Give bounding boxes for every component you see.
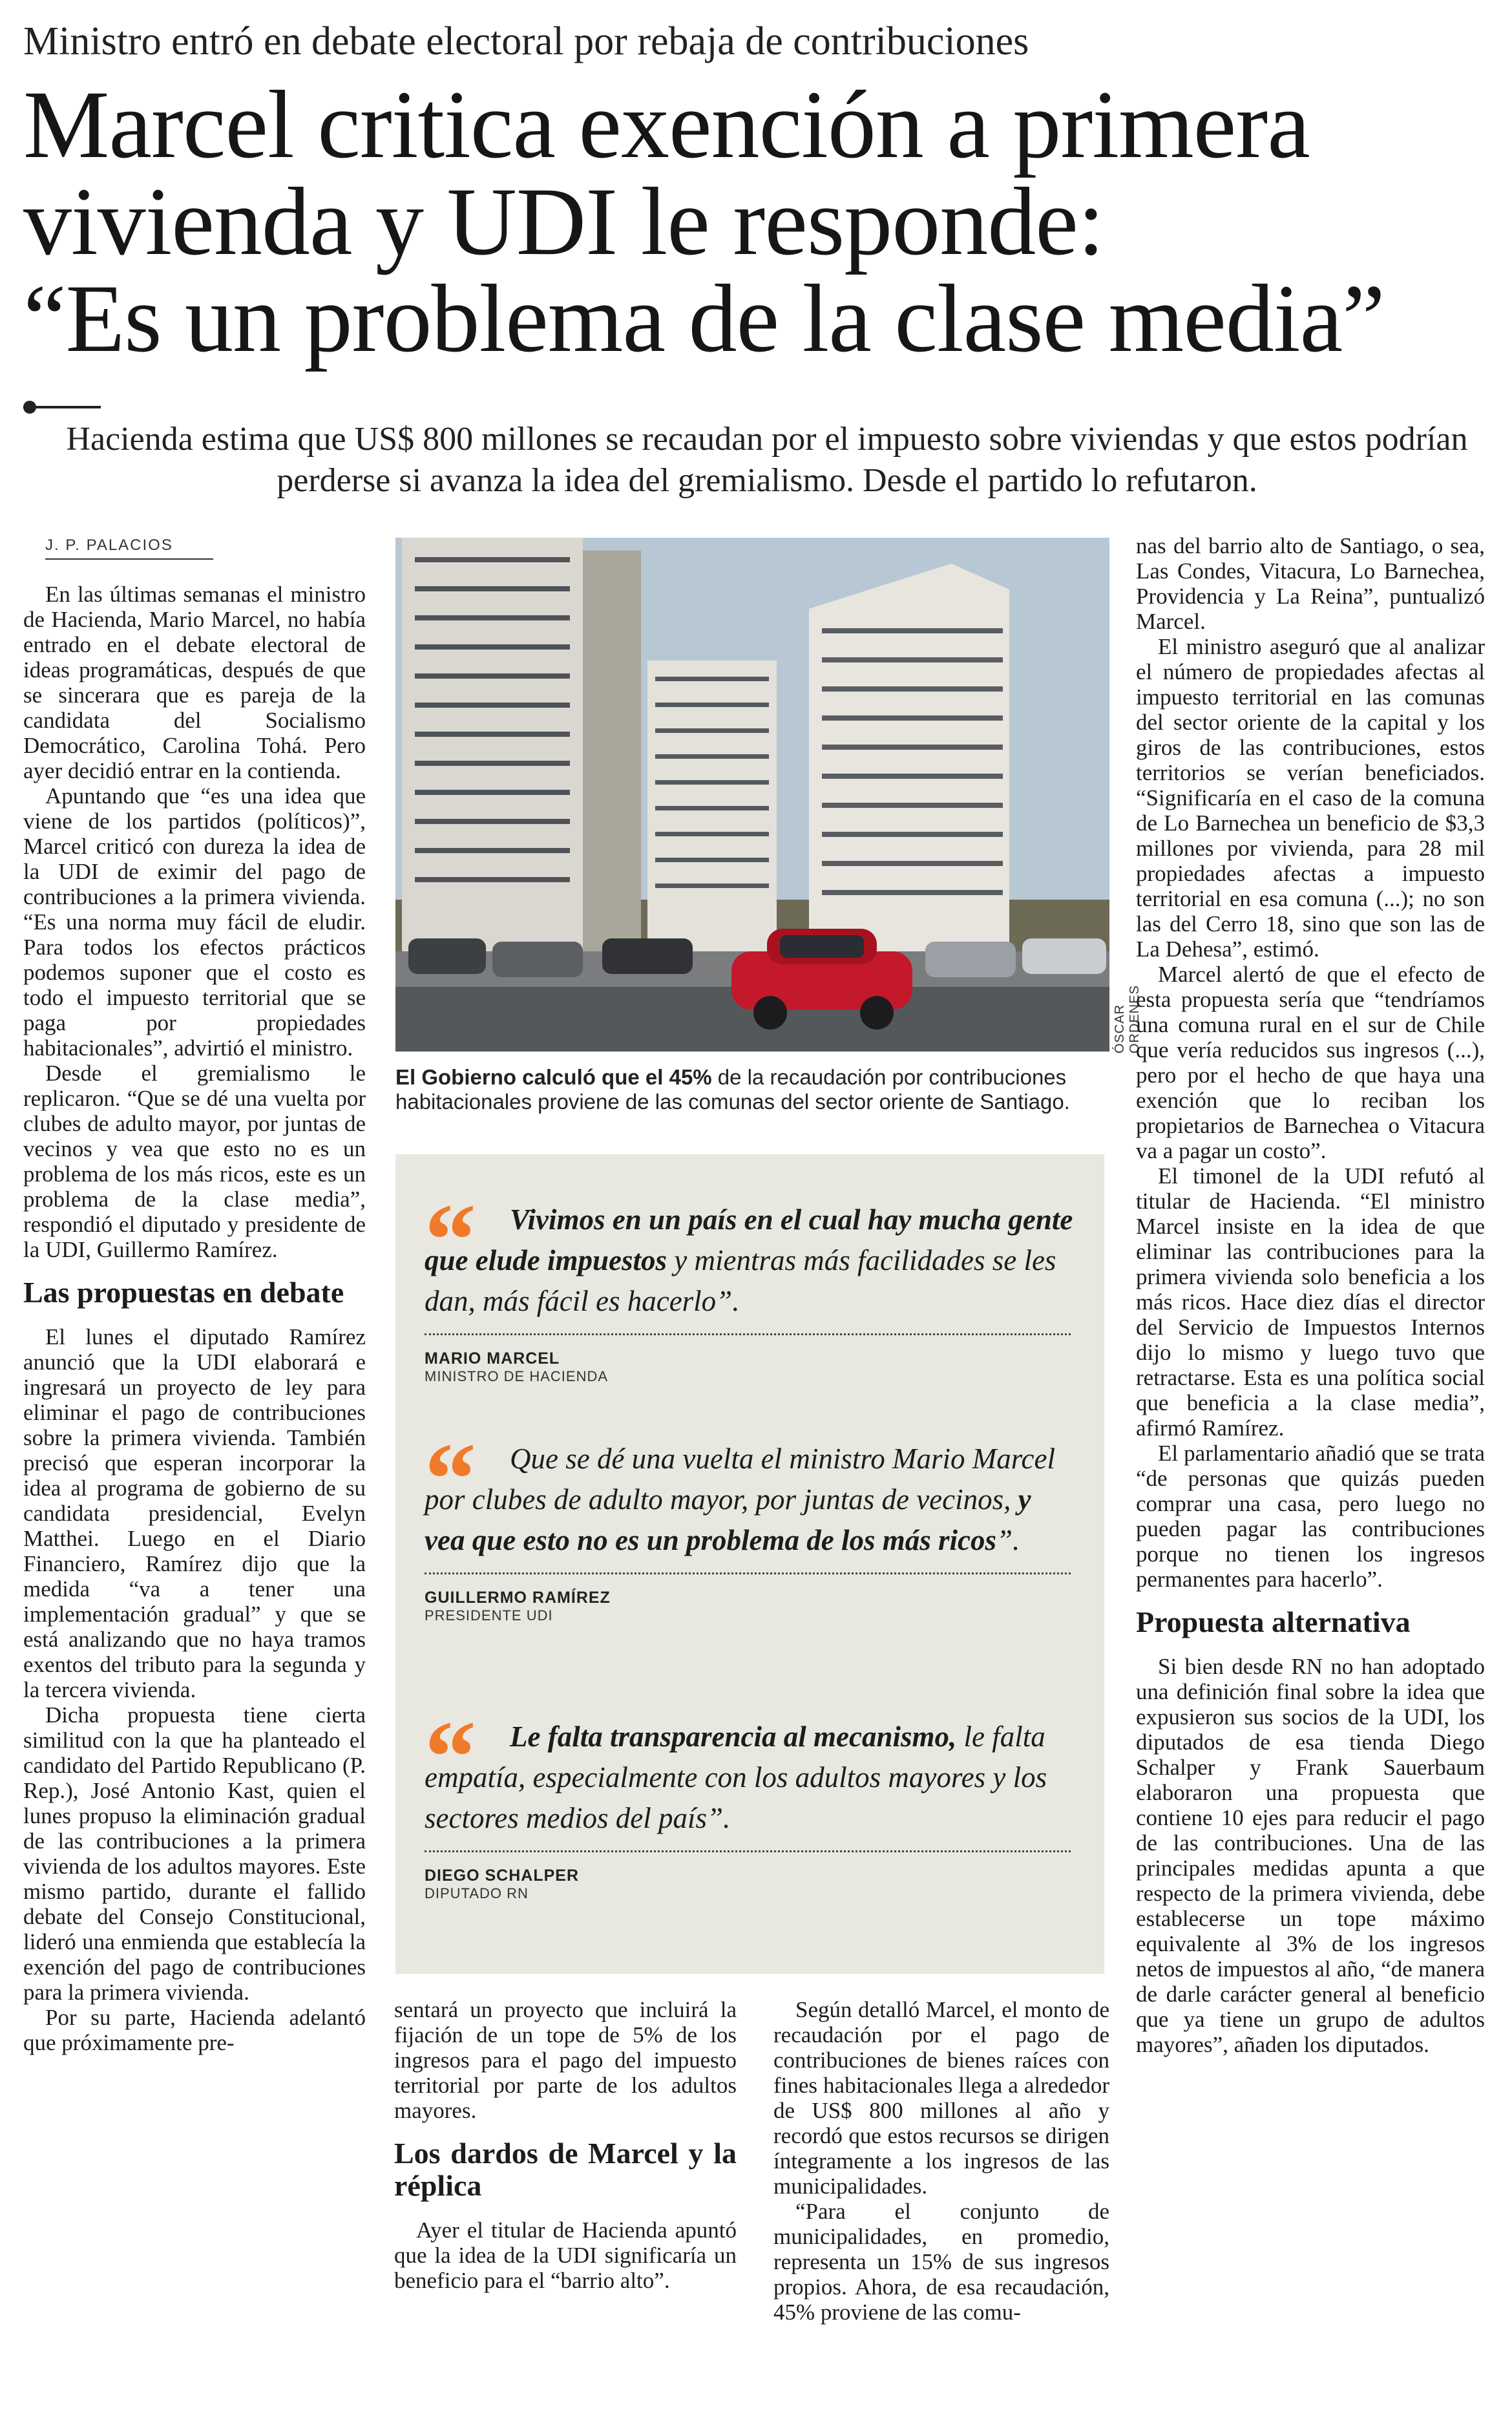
photo-caption [395,1065,1113,1114]
paragraph: Si bien desde RN no han adoptado una definición final sobre la idea que expusieron sus socios de la UDI, los diputados de esa tienda Diego Schalper y Frank Sauerbaum elaboraron una propuesta que contiene 10 ejes para reducir el pago de las contribuciones. Una de las principales medidas apunta a que respecto de la primera vivienda, debe establecerse un tope máximo equivalente al 3% de los ingresos netos de impuestos al año, “de manera de darle carácter general al beneficio que ya tiene un grupo de adultos mayores”, añaden los diputados. [1136,1654,1485,2057]
paragraph: Ayer el titular de Hacienda apuntó que la idea de la UDI significaría un beneficio para el “barrio alto”. [394,2217,737,2293]
bullet-dot [23,401,36,414]
dotted-rule [425,1572,1071,1574]
column-4 [1136,533,1485,2057]
quote-author: MARIO MARCEL [425,1349,560,1368]
photo-credit: ÓSCAR ORDENES [1113,985,1142,1053]
column-2 [394,1997,737,2293]
paragraph: Por su parte, Hacienda adelantó que próximamente pre- [23,2005,366,2055]
quote-box [395,1154,1104,1974]
kicker: Ministro entró en debate electoral por rebaja de contribuciones [23,19,1029,63]
paragraph: Marcel alertó de que el efecto de esta propuesta sería que “tendríamos una comuna rural en el sur de Chile que vería reducidos sus ingresos (...), pero por el hecho de que haya una exención que lo reciban los propietarios de Barnechea o Vitacura va a pagar un costo”. [1136,962,1485,1163]
paragraph: Apuntando que “es una idea que viene de los partidos (políticos)”, Marcel criticó con dureza la idea de la UDI de eximir del pago de contribuciones a la primera vivienda. “Es una norma muy fácil de eludir. Para todos los efectos prácticos podemos suponer que el costo es todo el impuesto territorial que se paga por propiedades habitacionales”, advirtió el ministro. [23,783,366,1061]
quote-mark-icon: “ [425,1182,476,1297]
quote-mark-icon: “ [425,1421,476,1536]
column-3 [773,1997,1109,2325]
quote-schalper [425,1699,1077,1902]
subhead: Las propuestas en debate [23,1276,344,1309]
byline: J. P. PALACIOS [45,536,213,560]
caption-text: de la recaudación por contribuciones habitacionales proviene de las comunas del sector oriente de Santiago. [395,1065,1070,1114]
paragraph: Según detalló Marcel, el monto de recaudación por el pago de contribuciones de bienes raíces con fines habitacionales llega a alrededor de US$ 800 millones al año y recordó que estos recursos se dirigen íntegramente a los ingresos de las municipalidades. [773,1997,1109,2199]
headline [23,71,1496,372]
paragraph: El timonel de la UDI refutó al titular de Hacienda. “El ministro Marcel insiste en la idea de que eliminar las contribuciones para la primera vivienda solo beneficia a los más ricos. Hace diez días el director del Servicio de Impuestos Internos dijo lo mismo y luego tuvo que retractarse. Esta es una política social que beneficia a la clase media”, afirmó Ramírez. [1136,1163,1485,1441]
paragraph: sentará un proyecto que incluirá la fijación de un tope de 5% de los ingresos para el pago del impuesto territorial por parte de los adultos mayores. [394,1997,737,2123]
quote-ramirez [425,1421,1077,1624]
quote-text: Vivimos en un país en el cual hay mucha gente que elude impuestos y mientras más facilidades se les dan, más fácil es hacerlo”. [425,1203,1073,1317]
quote-author-role: MINISTRO DE HACIENDA [425,1368,609,1384]
quote-author-role: PRESIDENTE UDI [425,1607,553,1624]
deck: Hacienda estima que US$ 800 millones se recaudan por el impuesto sobre viviendas y que estos podrían perderse si avanza la idea del gremialismo. Desde el partido lo refutaron. [66,421,1468,499]
quote-text: Le falta transparencia al mecanismo, le falta empatía, especialmente con los adultos mayores y los sectores medios del país”. [425,1720,1047,1834]
quote-author: GUILLERMO RAMÍREZ [425,1589,611,1607]
quote-text: Que se dé una vuelta el ministro Mario Marcel por clubes de adulto mayor, por juntas de vecinos, y vea que esto no es un problema de los más ricos”. [425,1443,1055,1556]
paragraph: “Para el conjunto de municipalidades, en promedio, representa un 15% de sus ingresos propios. Ahora, de esa recaudación, 45% proviene de las comu- [773,2199,1109,2325]
column-1 [23,582,366,2055]
quote-mark-icon: “ [425,1699,476,1814]
quote-author: DIEGO SCHALPER [425,1867,580,1885]
photo-buildings [395,538,1109,1052]
quote-marcel [425,1182,1077,1385]
dotted-rule [425,1333,1071,1335]
paragraph: El ministro aseguró que al analizar el número de propiedades afectas al impuesto territorial en las comunas del sector oriente de la capital y los giros de las contribuciones, estos territorios se verían beneficiados. “Significaría en el caso de la comuna de Lo Barnechea un beneficio de $3,3 millones por vivienda, para 28 mil propiedades afectas a impuesto territorial en esa comuna (...); no son las del Cerro 18, sino que son las de La Dehesa”, estimó. [1136,634,1485,962]
subhead: Propuesta alternativa [1136,1605,1411,1638]
paragraph: En las últimas semanas el ministro de Hacienda, Mario Marcel, no había entrado en el debate electoral de ideas programáticas, después de que se sincerara que es pareja de la candidata del Socialismo Democrático, Carolina Tohá. Pero ayer decidió entrar en la contienda. [23,582,366,783]
headline-line: “Es un problema de la clase media” [23,265,1385,372]
paragraph: nas del barrio alto de Santiago, o sea, Las Condes, Vitacura, Lo Barnechea, Providencia y La Reina”, puntualizó Marcel. [1136,533,1485,634]
caption-bold: El Gobierno calculó que el 45% [395,1065,712,1089]
headline-line: vivienda y UDI le responde: [23,168,1104,275]
paragraph: Desde el gremialismo le replicaron. “Que se dé una vuelta por clubes de adulto mayor, por juntas de vecinos y vea que esto no es un problema de los más ricos, este es un problema de la clase media”, respondió el diputado y presidente de la UDI, Guillermo Ramírez. [23,1061,366,1262]
quote-author-role: DIPUTADO RN [425,1885,529,1901]
headline-line: Marcel critica exención a primera [23,71,1310,178]
dotted-rule [425,1850,1071,1852]
paragraph: El parlamentario añadió que se trata “de personas que quizás pueden comprar una casa, pero luego no pueden pagar las contribuciones porque no tienen los ingresos permanentes para hacerlo”. [1136,1441,1485,1592]
paragraph: Dicha propuesta tiene cierta similitud con la que ha planteado el candidato del Partido Republicano (P. Rep.), José Antonio Kast, quien el lunes propuso la eliminación gradual de las contribuciones a la primera vivienda de los adultos mayores. Este mismo partido, durante el fallido debate del Consejo Constitucional, lideró una enmienda que establecía la exención del pago de contribuciones para la primera vivienda. [23,1702,366,2005]
paragraph: El lunes el diputado Ramírez anunció que la UDI elaborará e ingresará un proyecto de ley para eliminar el pago de contribuciones sobre la primera vivienda. También precisó que esperan incorporar la idea al programa de gobierno de su candidata presidencial, Evelyn Matthei. Luego en el Diario Financiero, Ramírez dijo que la medida “va a tener una implementación gradual” y que se está analizando que no haya tramos exentos del tributo para la segunda y la tercera vivienda. [23,1324,366,1702]
subhead: Los dardos de Marcel y la réplica [394,2137,737,2202]
